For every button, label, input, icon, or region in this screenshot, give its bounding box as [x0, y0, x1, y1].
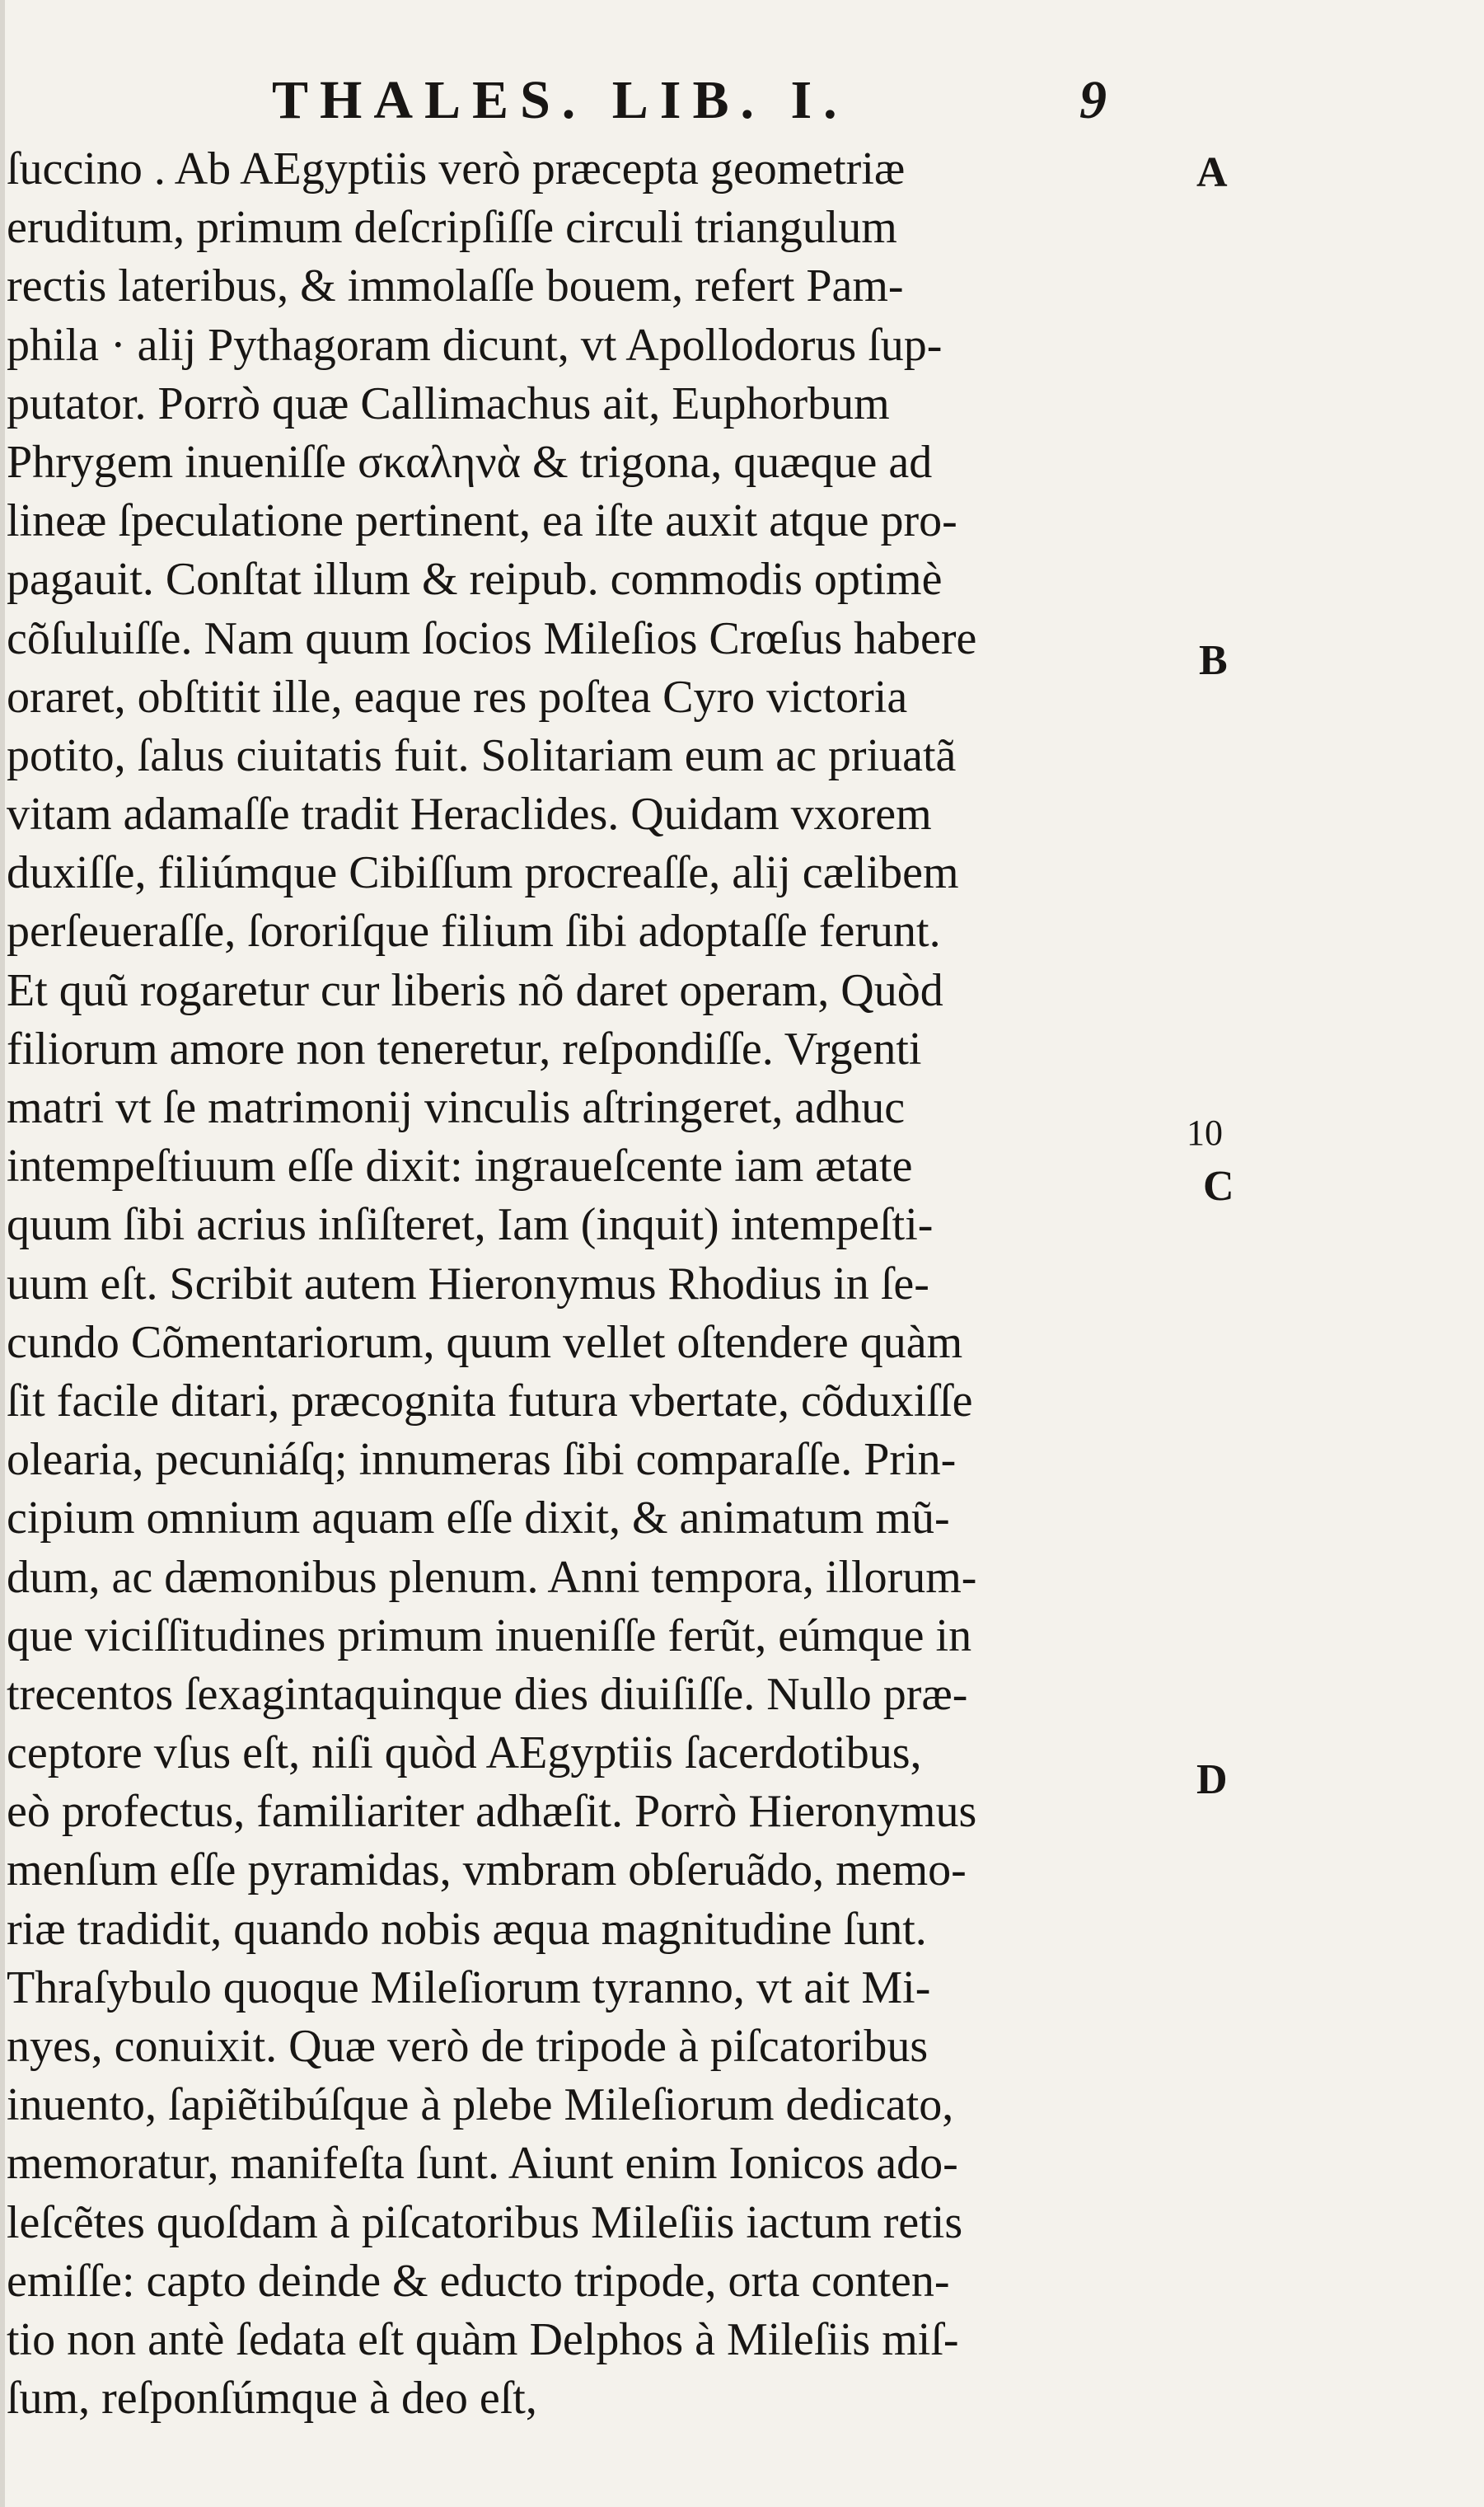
text-line: uum eſt. Scribit autem Hieronymus Rhodius in ſe- [7, 1258, 929, 1310]
text-line: ceptore vſus eſt, niſi quòd AEgyptiis ſacerdotibus, [7, 1727, 922, 1779]
text-line: ſit facile ditari, præcognita futura vbertate, cõduxiſſe [7, 1375, 973, 1427]
page-number: 9 [1079, 70, 1107, 130]
text-line: intempeſtiuum eſſe dixit: ingraueſcente iam ætate [7, 1141, 913, 1193]
text-line: oraret, obſtitit ille, eaque res poſtea Cyro victoria [7, 671, 908, 723]
text-line: quum ſibi acrius inſiſteret, Iam (inquit) intempeſti- [7, 1199, 934, 1251]
text-line: vitam adamaſſe tradit Heraclides. Quidam vxorem [7, 789, 932, 841]
text-line: emiſſe: capto deinde & educto tripode, orta conten- [7, 2255, 950, 2307]
text-line: pagauit. Conſtat illum & reipub. commodis optimè [7, 554, 943, 606]
text-line: phila · alij Pythagoram dicunt, vt Apollodorus ſup- [7, 319, 943, 371]
margin-letter-b: B [1199, 637, 1228, 684]
text-line: memoratur, manifeſta ſunt. Aiunt enim Ionicos ado- [7, 2138, 958, 2190]
text-line: tio non antè ſedata eſt quàm Delphos à Mileſiis miſ- [7, 2313, 959, 2365]
text-line: Phrygem inueniſſe σκαληνὰ & trigona, quæque ad [7, 436, 933, 488]
margin-line-number: 10 [1187, 1113, 1223, 1153]
text-line: potito, ſalus ciuitatis fuit. Solitariam eum ac priuatã [7, 729, 957, 781]
text-line: cundo Cõmentariorum, quum vellet oſtendere quàm [7, 1316, 963, 1368]
page-header [0, 68, 1484, 134]
margin-letter-d: D [1196, 1756, 1228, 1803]
text-line: olearia, pecuniáſq; innumeras ſibi comparaſſe. Prin- [7, 1434, 957, 1486]
text-line: cõſuluiſſe. Nam quum ſocios Mileſios Crœſus habere [7, 612, 977, 664]
text-line: matri vt ſe matrimonij vinculis aſtringeret, adhuc [7, 1082, 906, 1133]
text-line: eruditum, primum deſcripſiſſe circuli triangulum [7, 202, 897, 254]
text-line: nyes, conuixit. Quæ verò de tripode à piſcatoribus [7, 2021, 929, 2072]
text-line: leſcẽtes quoſdam à piſcatoribus Mileſiis iactum retis [7, 2196, 963, 2248]
text-line: trecentos ſexagintaquinque dies diuiſiſſe. Nullo præ- [7, 1668, 968, 1720]
text-line: Et quũ rogaretur cur liberis nõ daret operam, Quòd [7, 964, 943, 1016]
running-head: THALES. LIB. I. [272, 70, 849, 130]
text-line: duxiſſe, filiúmque Cibiſſum procreaſſe, alij cælibem [7, 847, 959, 899]
text-line: que viciſſitudines primum inueniſſe ferũt, eúmque in [7, 1610, 972, 1661]
text-line: menſum eſſe pyramidas, vmbram obſeruãdo, memo- [7, 1844, 967, 1896]
text-line: Thraſybulo quoque Mileſiorum tyranno, vt ait Mi- [7, 1961, 931, 2013]
text-line: inuento, ſapiẽtibúſque à plebe Mileſiorum dedicato, [7, 2079, 954, 2131]
text-line: rectis lateribus, & immolaſſe bouem, refert Pam- [7, 260, 904, 312]
body-text [7, 140, 1177, 2428]
margin-letter-a: A [1196, 149, 1228, 196]
text-line: riæ tradidit, quando nobis æqua magnitudine ſunt. [7, 1903, 927, 1955]
text-line: ſuccino . Ab AEgyptiis verò præcepta geometriæ [7, 143, 906, 194]
text-line: putator. Porrò quæ Callimachus ait, Euphorbum [7, 377, 890, 429]
text-line: filiorum amore non teneretur, reſpondiſſe. Vrgenti [7, 1023, 922, 1075]
page-gutter [0, 0, 5, 2507]
text-line: dum, ac dæmonibus plenum. Anni tempora, illorum- [7, 1551, 977, 1603]
margin-letter-c: C [1203, 1163, 1234, 1210]
text-line: ſum, reſponſúmque à deo eſt, [7, 2373, 537, 2425]
text-line: cipium omnium aquam eſſe dixit, & animatum mũ- [7, 1492, 950, 1544]
text-line: perſeueraſſe, ſororiſque filium ſibi adoptaſſe ferunt. [7, 906, 941, 958]
text-line: eò profectus, familiariter adhæſit. Porrò Hieronymus [7, 1786, 977, 1838]
text-line: lineæ ſpeculatione pertinent, ea iſte auxit atque pro- [7, 495, 957, 547]
